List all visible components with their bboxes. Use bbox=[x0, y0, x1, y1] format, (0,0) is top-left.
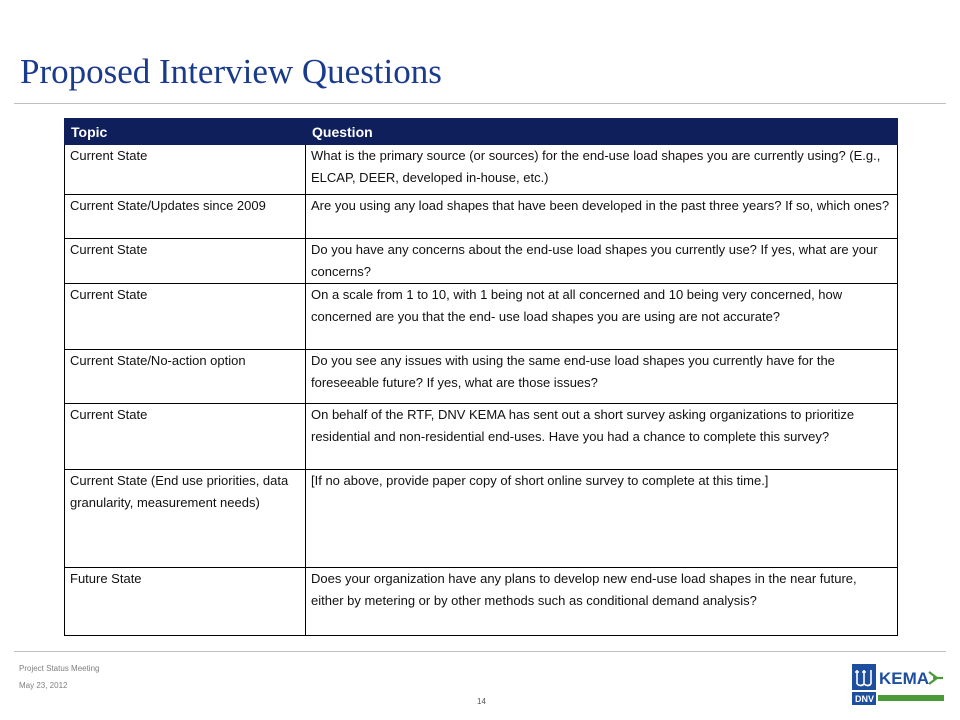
question-cell: [If no above, provide paper copy of short online survey to complete at this time.] bbox=[306, 470, 898, 568]
logo-brand: KEMA bbox=[879, 669, 930, 688]
kema-logo-icon bbox=[851, 662, 945, 707]
question-cell: What is the primary source (or sources) for the end-use load shapes you are currently using? (E.g., ELCAP, DEER, developed in-house, etc.) bbox=[306, 145, 898, 195]
kema-logo bbox=[851, 662, 945, 707]
page-number: 14 bbox=[477, 697, 486, 706]
question-cell: On behalf of the RTF, DNV KEMA has sent out a short survey asking organizations to prioritize residential and non-residential end-uses. Have you had a chance to complete this survey? bbox=[306, 404, 898, 470]
table-row bbox=[65, 239, 898, 284]
table-row bbox=[65, 145, 898, 195]
topic-cell: Future State bbox=[65, 568, 306, 636]
questions-table bbox=[64, 118, 897, 636]
table-header-row bbox=[65, 119, 898, 145]
header-question: Question bbox=[306, 119, 898, 145]
footer-meeting: Project Status Meeting bbox=[19, 664, 100, 673]
question-cell: Are you using any load shapes that have been developed in the past three years? If so, which ones? bbox=[306, 195, 898, 239]
topic-cell: Current State/No-action option bbox=[65, 350, 306, 404]
topic-cell: Current State bbox=[65, 404, 306, 470]
question-cell: On a scale from 1 to 10, with 1 being not at all concerned and 10 being very concerned, how concerned are you that the end- use load shapes you are using are not accurate? bbox=[306, 284, 898, 350]
table-row bbox=[65, 470, 898, 568]
page-title: Proposed Interview Questions bbox=[20, 52, 442, 91]
topic-cell: Current State bbox=[65, 284, 306, 350]
question-cell: Do you see any issues with using the same end-use load shapes you currently have for the foreseeable future? If yes, what are those issues? bbox=[306, 350, 898, 404]
table-row bbox=[65, 195, 898, 239]
question-cell: Does your organization have any plans to develop new end-use load shapes in the near future, either by metering or by other methods such as conditional demand analysis? bbox=[306, 568, 898, 636]
topic-cell: Current State (End use priorities, data granularity, measurement needs) bbox=[65, 470, 306, 568]
footer-date: May 23, 2012 bbox=[19, 681, 68, 690]
header-topic: Topic bbox=[65, 119, 306, 145]
question-cell: Do you have any concerns about the end-use load shapes you currently use? If yes, what are your concerns? bbox=[306, 239, 898, 284]
footer-divider bbox=[14, 651, 946, 652]
table-row bbox=[65, 404, 898, 470]
table-row bbox=[65, 284, 898, 350]
topic-cell: Current State bbox=[65, 145, 306, 195]
topic-cell: Current State/Updates since 2009 bbox=[65, 195, 306, 239]
title-divider bbox=[14, 103, 946, 104]
table-row bbox=[65, 568, 898, 636]
table-row bbox=[65, 350, 898, 404]
logo-sub: DNV bbox=[855, 694, 875, 704]
topic-cell: Current State bbox=[65, 239, 306, 284]
